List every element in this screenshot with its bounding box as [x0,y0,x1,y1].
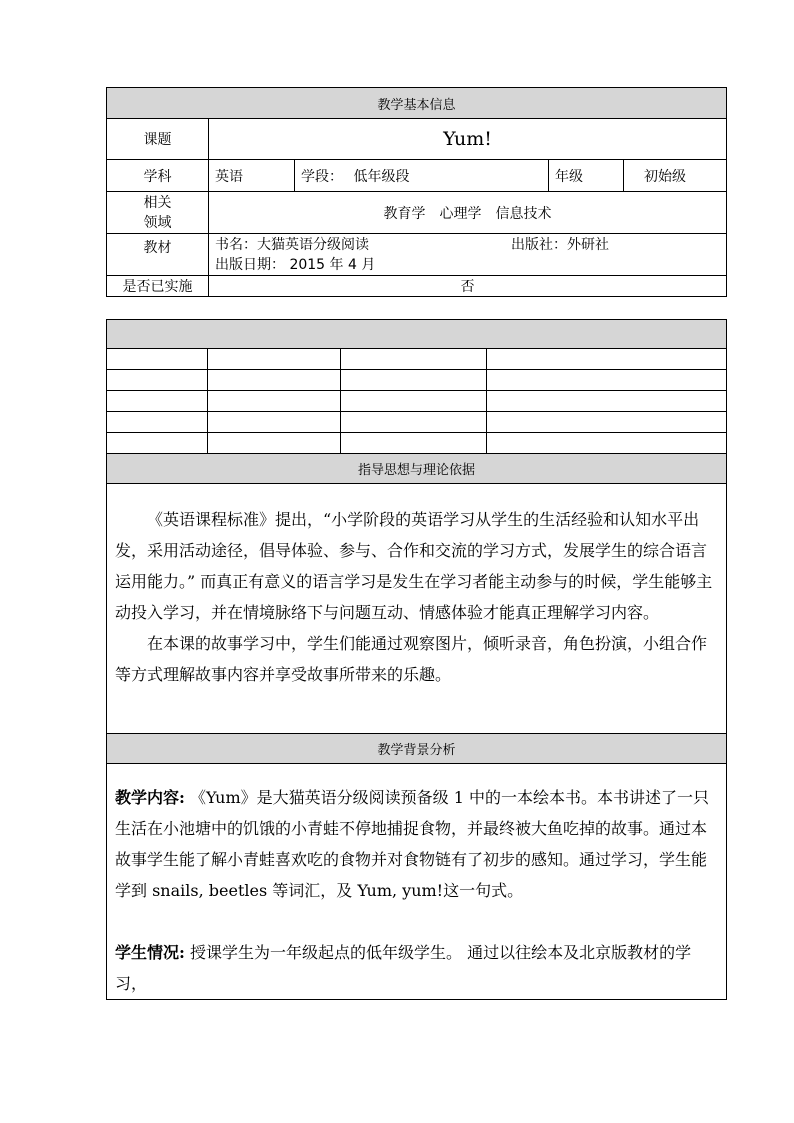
implemented-value: 否 [209,276,727,297]
basic-info-header: 教学基本信息 [107,88,727,119]
theory-paragraph-1: 《英语课程标准》提出，“小学阶段的英语学习从学生的生活经验和认知水平出发，采用活动途径，倡导体验、参与、合作和交流的学习方式，发展学生的综合语言运用能力。” 而真正有意义的语言学习是发生在学习者能主动参与的时候，学生能够主动投入学习，并在情境脉络下与问题互动、情感体验才能真正理解学习内容。 [115,510,713,622]
blank-cell [341,433,487,454]
blank-cell [107,349,208,370]
theory-body [107,484,727,734]
textbook-cell [209,234,727,276]
blank-cell [107,370,208,391]
blank-cell [341,349,487,370]
blank-cell [107,391,208,412]
blank-cell [341,370,487,391]
field-label-line2: 领域 [143,214,172,231]
teaching-content-label: 教学内容: [115,788,185,807]
topic-label: 课题 [107,119,209,160]
blank-cell [341,391,487,412]
background-header: 教学背景分析 [107,734,727,764]
blank-cell [487,412,727,433]
blank-cell [208,412,341,433]
blank-cell [341,412,487,433]
publisher: 出版社：外研社 [511,237,609,253]
stage-label: 学段： [301,168,343,185]
theory-paragraph-2: 在本课的故事学习中，学生们能通过观察图片，倾听录音，角色扮演，小组合作等方式理解故事内容并享受故事所带来的乐趣。 [115,634,708,684]
blank-cell [107,412,208,433]
student-situation [115,937,718,999]
field-label [107,192,209,234]
blank-cell [208,370,341,391]
blank-cell [487,370,727,391]
student-situation-text: 授课学生为一年级起点的低年级学生。 通过以往绘本及北京版教材的学习， [115,943,692,993]
analysis-table [106,319,727,1000]
pub-date: 出版日期： 2015 年 4 月 [215,257,376,273]
grade-label: 年级 [549,160,624,192]
stage-cell [295,160,549,192]
stage-value: 低年级段 [353,168,410,185]
blank-cell [487,433,727,454]
student-situation-label: 学生情况: [115,943,185,962]
blank-header [107,320,727,349]
basic-info-table [106,87,727,297]
field-label-line1: 相关 [143,194,172,211]
implemented-label: 是否已实施 [107,276,209,297]
background-body [107,764,727,1000]
grade-value: 初始级 [624,160,727,192]
textbook-label: 教材 [107,234,209,276]
subject-label: 学科 [107,160,209,192]
blank-cell [208,433,341,454]
teaching-content [115,782,718,906]
blank-cell [208,391,341,412]
teaching-content-text: 《Yum》是大猫英语分级阅读预备级 1 中的一本绘本书。本书讲述了一只生活在小池塘中的饥饿的小青蛙不停地捕捉食物，并最终被大鱼吃掉的故事。通过本故事学生能了解小青蛙喜欢吃的食物并对食物链有了初步的感知。通过学习，学生能学到 snails, beetles 等词汇，及 Yum, yum!这一句式。 [115,788,710,900]
blank-cell [107,433,208,454]
book-name: 书名：大猫英语分级阅读 [215,237,369,253]
field-value: 教育学 心理学 信息技术 [209,192,727,234]
topic-value: Yum! [209,119,727,160]
blank-cell [487,391,727,412]
blank-cell [487,349,727,370]
theory-header: 指导思想与理论依据 [107,454,727,484]
subject-value: 英语 [209,160,295,192]
blank-cell [208,349,341,370]
